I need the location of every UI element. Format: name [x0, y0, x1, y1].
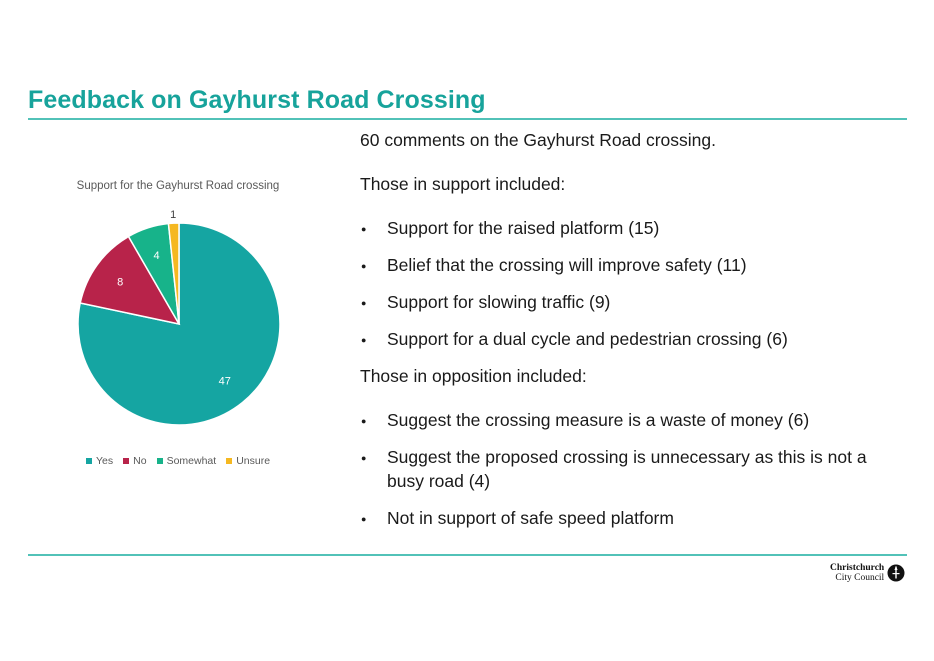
list-item [360, 408, 900, 432]
legend-swatch [226, 458, 232, 464]
data-label-yes: 47 [218, 375, 231, 388]
opposition-item-2: ● Suggest the proposed crossing is unnecessary as this is not a busy road (4) [387, 447, 867, 491]
legend-label: Somewhat [166, 455, 217, 467]
logo-text [830, 563, 884, 583]
list-item [360, 216, 900, 240]
data-label-unsure: 1 [170, 209, 177, 222]
council-logo [830, 563, 905, 583]
legend-label: Yes [96, 455, 114, 467]
opposition-item-1: ● Suggest the crossing measure is a waste of money (6) [387, 410, 810, 430]
chart-title: Support for the Gayhurst Road crossing [76, 180, 280, 192]
list-item [360, 253, 900, 277]
opposition-list [360, 408, 900, 530]
intro-text: 60 comments on the Gayhurst Road crossing. [360, 130, 717, 150]
list-item [360, 445, 900, 493]
support-list [360, 216, 900, 351]
chart-legend [86, 455, 270, 467]
legend-item-no [123, 455, 146, 467]
bottom-divider [28, 554, 907, 556]
legend-swatch [157, 458, 163, 464]
support-item-1: ● Support for the raised platform (15) [387, 218, 660, 238]
data-label-no: 8 [117, 276, 124, 289]
support-heading: Those in support included: [360, 174, 566, 194]
list-item [360, 290, 900, 314]
opposition-item-3: ● Not in support of safe speed platform [387, 508, 674, 528]
legend-item-yes [86, 455, 113, 467]
support-item-4: ● Support for a dual cycle and pedestrian crossing (6) [387, 329, 788, 349]
cathedral-logo-icon [887, 564, 905, 582]
opposition-heading: Those in opposition included: [360, 366, 587, 386]
comments-text [360, 128, 900, 543]
legend-label: Unsure [236, 455, 271, 467]
legend-item-unsure [226, 455, 270, 467]
logo-line-1: Christchurch [830, 563, 885, 573]
support-item-3: ● Support for slowing traffic (9) [387, 292, 611, 312]
legend-item-somewhat [157, 455, 217, 467]
pie-chart [60, 200, 300, 440]
data-label-somewhat: 4 [153, 249, 160, 262]
legend-swatch [86, 458, 92, 464]
list-item [360, 506, 900, 530]
logo-line-2: City Council [835, 573, 885, 583]
list-item [360, 327, 900, 351]
legend-label: No [133, 455, 147, 467]
top-divider [28, 118, 907, 120]
slide-title: Feedback on Gayhurst Road Crossing [28, 86, 486, 114]
legend-swatch [123, 458, 129, 464]
support-item-2: ● Belief that the crossing will improve safety (11) [387, 255, 747, 275]
